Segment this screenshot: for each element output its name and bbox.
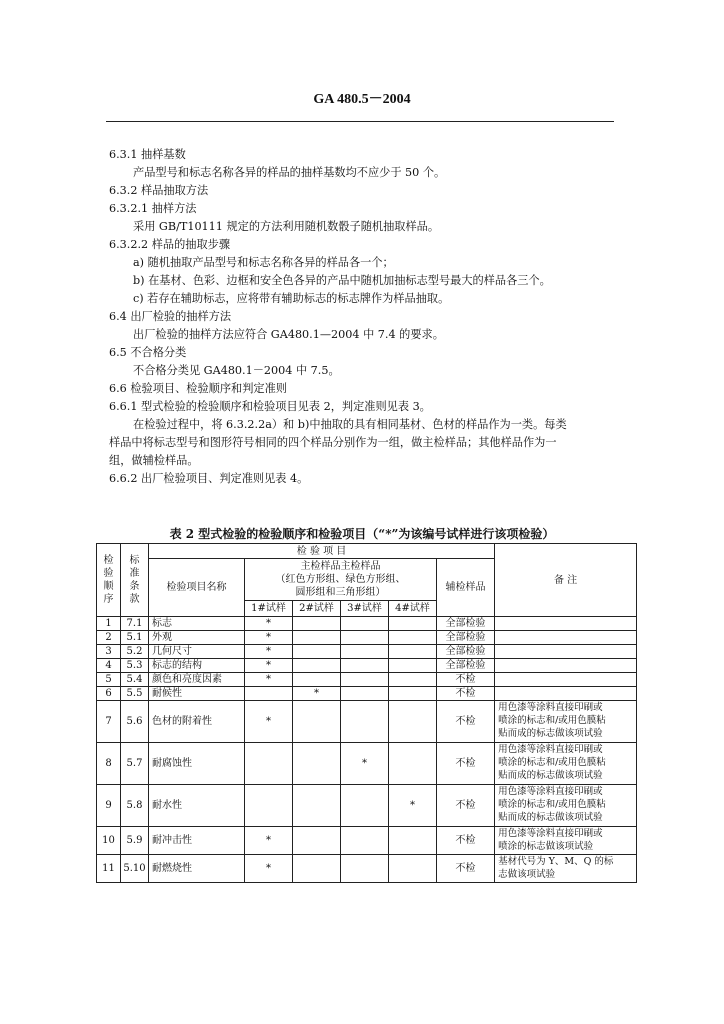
section-6-6: 6.6 检验项目、检验顺序和判定准则 — [109, 382, 287, 395]
cell-clause: 5.4 — [121, 673, 149, 687]
paragraph-line: 采用 GB/T10111 规定的方法利用随机数骰子随机抽取样品。 — [133, 220, 440, 233]
cell-name: 耐候性 — [149, 687, 245, 701]
cell-clause: 5.6 — [121, 701, 149, 743]
cell-clause: 5.5 — [121, 687, 149, 701]
paragraph-line: 产品型号和标志名称各异的样品的抽样基数均不应少于 50 个。 — [133, 166, 446, 179]
header-sample-3: 3#试样 — [341, 601, 389, 617]
cell-s3 — [341, 659, 389, 673]
header-remarks: 备 注 — [495, 544, 637, 617]
cell-clause: 5.2 — [121, 645, 149, 659]
cell-aux: 不检 — [437, 687, 495, 701]
cell-name: 颜色和亮度因素 — [149, 673, 245, 687]
table-row — [97, 617, 637, 631]
cell-clause: 7.1 — [121, 617, 149, 631]
cell-s2 — [293, 743, 341, 785]
cell-no: 10 — [97, 827, 121, 855]
cell-s3 — [341, 617, 389, 631]
cell-s2 — [293, 785, 341, 827]
cell-s2 — [293, 701, 341, 743]
paragraph-line: 在检验过程中，将 6.3.2.2a）和 b)中抽取的具有相同基材、色材的样品作为一类。每类 — [133, 418, 567, 431]
list-item-b: b) 在基材、色彩、边框和安全色各异的产品中随机加抽标志型号最大的样品各三个。 — [133, 274, 551, 287]
cell-s4: * — [389, 785, 437, 827]
table-row — [97, 687, 637, 701]
table-row — [97, 659, 637, 673]
cell-s2: * — [293, 687, 341, 701]
cell-note — [495, 687, 637, 701]
cell-name: 色材的附着性 — [149, 701, 245, 743]
cell-no: 8 — [97, 743, 121, 785]
cell-s4 — [389, 855, 437, 883]
cell-no: 9 — [97, 785, 121, 827]
cell-name: 耐腐蚀性 — [149, 743, 245, 785]
header-sample-4: 4#试样 — [389, 601, 437, 617]
cell-note — [495, 631, 637, 645]
header-aux-sample: 辅检样品 — [437, 559, 495, 617]
cell-note: 用色漆等涂料直接印刷或 喷涂的标志和/或用色膜粘 贴而成的标志做该项试验 — [495, 785, 637, 827]
table-row — [97, 673, 637, 687]
header-items-group: 检 验 项 目 — [149, 544, 495, 559]
cell-s3 — [341, 687, 389, 701]
paragraph-line: 不合格分类见 GA480.1－2004 中 7.5。 — [133, 364, 340, 377]
cell-name: 标志 — [149, 617, 245, 631]
section-6-4: 6.4 出厂检验的抽样方法 — [109, 310, 232, 323]
cell-s4 — [389, 701, 437, 743]
cell-s1: * — [245, 701, 293, 743]
cell-clause: 5.3 — [121, 659, 149, 673]
cell-aux: 不检 — [437, 701, 495, 743]
cell-clause: 5.10 — [121, 855, 149, 883]
header-main-sample: 主检样品主检样品 （红色方形组、绿色方形组、 圆形组和三角形组） — [245, 559, 437, 601]
cell-s3 — [341, 701, 389, 743]
cell-no: 3 — [97, 645, 121, 659]
section-6-3-2-1: 6.3.2.1 抽样方法 — [109, 202, 197, 215]
cell-s3: * — [341, 743, 389, 785]
cell-aux: 不检 — [437, 673, 495, 687]
cell-no: 1 — [97, 617, 121, 631]
cell-note: 用色漆等涂料直接印刷或 喷涂的标志和/或用色膜粘 贴而成的标志做该项试验 — [495, 701, 637, 743]
section-6-5: 6.5 不合格分类 — [109, 346, 187, 359]
table-2-caption: 表 2 型式检验的检验顺序和检验项目（“*”为该编号试样进行该项检验） — [169, 527, 555, 541]
section-6-3-2-2: 6.3.2.2 样品的抽取步骤 — [109, 238, 231, 251]
paragraph-line: 样品中将标志型号和图形符号相同的四个样品分别作为一组，做主检样品；其他样品作为一 — [109, 436, 557, 449]
cell-note: 基材代号为 Y、M、Q 的标 志做该项试验 — [495, 855, 637, 883]
cell-note — [495, 645, 637, 659]
cell-s2 — [293, 855, 341, 883]
cell-name: 耐冲击性 — [149, 827, 245, 855]
cell-no: 2 — [97, 631, 121, 645]
cell-aux: 不检 — [437, 785, 495, 827]
cell-no: 6 — [97, 687, 121, 701]
cell-aux: 全部检验 — [437, 645, 495, 659]
table-row — [97, 785, 637, 827]
cell-aux: 不检 — [437, 855, 495, 883]
cell-s3 — [341, 631, 389, 645]
cell-s2 — [293, 827, 341, 855]
cell-name: 耐水性 — [149, 785, 245, 827]
cell-s3 — [341, 673, 389, 687]
cell-s1: * — [245, 659, 293, 673]
cell-s4 — [389, 827, 437, 855]
standard-number-header: GA 480.5－2004 — [313, 92, 411, 107]
cell-s1 — [245, 743, 293, 785]
cell-s2 — [293, 645, 341, 659]
cell-note: 用色漆等涂料直接印刷或 喷涂的标志和/或用色膜粘 贴而成的标志做该项试验 — [495, 743, 637, 785]
cell-no: 5 — [97, 673, 121, 687]
cell-clause: 5.8 — [121, 785, 149, 827]
cell-s4 — [389, 631, 437, 645]
cell-s4 — [389, 645, 437, 659]
cell-aux: 不检 — [437, 827, 495, 855]
cell-note: 用色漆等涂料直接印刷或 喷涂的标志做该项试验 — [495, 827, 637, 855]
cell-clause: 5.9 — [121, 827, 149, 855]
header-sample-1: 1#试样 — [245, 601, 293, 617]
cell-s4 — [389, 743, 437, 785]
cell-s3 — [341, 645, 389, 659]
cell-note — [495, 659, 637, 673]
table-2 — [96, 543, 637, 883]
cell-s4 — [389, 673, 437, 687]
cell-s2 — [293, 673, 341, 687]
cell-s1 — [245, 785, 293, 827]
header-item-name: 检验项目名称 — [149, 559, 245, 617]
table-row — [97, 743, 637, 785]
list-item-a: a) 随机抽取产品型号和标志名称各异的样品各一个； — [133, 256, 394, 269]
section-6-6-2: 6.6.2 出厂检验项目、判定准则见表 4。 — [109, 472, 309, 485]
table-row — [97, 645, 637, 659]
header-clause: 标 准 条 款 — [121, 544, 149, 617]
section-6-3-2: 6.3.2 样品抽取方法 — [109, 184, 209, 197]
cell-aux: 全部检验 — [437, 617, 495, 631]
cell-s1: * — [245, 631, 293, 645]
cell-s4 — [389, 687, 437, 701]
cell-s1 — [245, 687, 293, 701]
cell-s4 — [389, 659, 437, 673]
list-item-c: c) 若存在辅助标志，应将带有辅助标志的标志牌作为样品抽取。 — [133, 292, 450, 305]
cell-aux: 不检 — [437, 743, 495, 785]
cell-s2 — [293, 631, 341, 645]
header-sample-2: 2#试样 — [293, 601, 341, 617]
cell-s1: * — [245, 617, 293, 631]
cell-note — [495, 617, 637, 631]
section-6-3-1: 6.3.1 抽样基数 — [109, 148, 186, 161]
paragraph-line: 出厂检验的抽样方法应符合 GA480.1—2004 中 7.4 的要求。 — [133, 328, 444, 341]
cell-name: 外观 — [149, 631, 245, 645]
cell-no: 7 — [97, 701, 121, 743]
cell-name: 标志的结构 — [149, 659, 245, 673]
section-6-6-1: 6.6.1 型式检验的检验顺序和检验项目见表 2，判定准则见表 3。 — [109, 400, 431, 413]
table-row — [97, 827, 637, 855]
cell-s4 — [389, 617, 437, 631]
header-order: 检 验 顺 序 — [97, 544, 121, 617]
cell-s2 — [293, 617, 341, 631]
table-row — [97, 701, 637, 743]
cell-no: 4 — [97, 659, 121, 673]
cell-s1: * — [245, 827, 293, 855]
cell-s3 — [341, 827, 389, 855]
table-row — [97, 631, 637, 645]
cell-note — [495, 673, 637, 687]
cell-s1: * — [245, 645, 293, 659]
cell-s1: * — [245, 673, 293, 687]
cell-s1: * — [245, 855, 293, 883]
cell-name: 几何尺寸 — [149, 645, 245, 659]
cell-s3 — [341, 855, 389, 883]
cell-clause: 5.7 — [121, 743, 149, 785]
paragraph-line: 组，做辅检样品。 — [109, 454, 199, 467]
cell-s3 — [341, 785, 389, 827]
cell-name: 耐燃烧性 — [149, 855, 245, 883]
cell-aux: 全部检验 — [437, 631, 495, 645]
cell-s2 — [293, 659, 341, 673]
cell-no: 11 — [97, 855, 121, 883]
cell-clause: 5.1 — [121, 631, 149, 645]
header-rule — [106, 121, 614, 122]
cell-aux: 全部检验 — [437, 659, 495, 673]
table-row — [97, 855, 637, 883]
